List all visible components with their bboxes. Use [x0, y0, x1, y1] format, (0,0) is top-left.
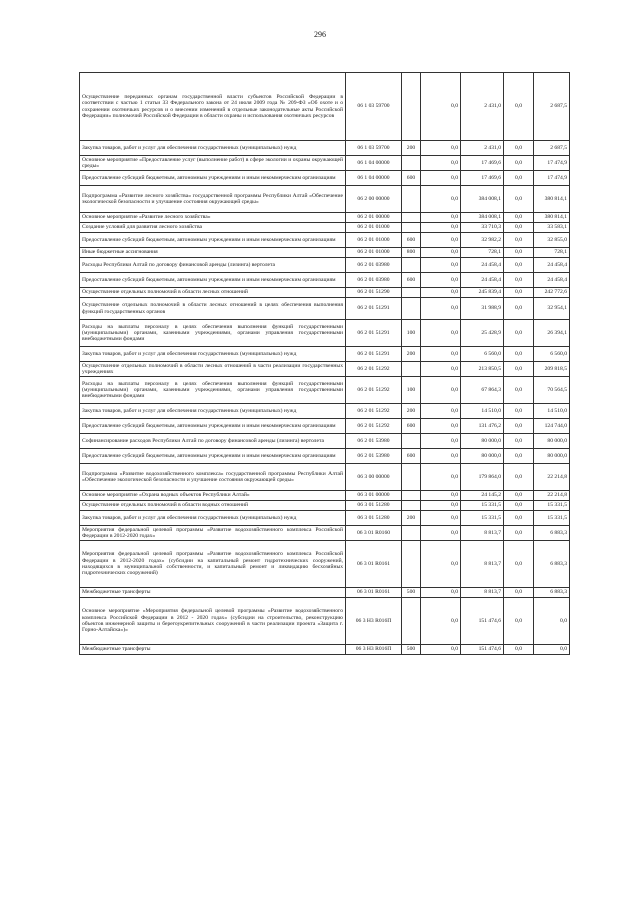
- cell-v2: 14 510,0: [461, 404, 504, 419]
- cell-v1: 0,0: [421, 434, 461, 449]
- cell-v3: 0,0: [504, 298, 534, 320]
- cell-v3: 0,0: [504, 449, 534, 464]
- cell-code: 06 3 01 51280: [346, 501, 402, 511]
- cell-v4: 70 564,5: [534, 377, 570, 404]
- cell-v4: 32 954,1: [534, 298, 570, 320]
- cell-name: Создание условий для развития лесного хозяйства: [80, 223, 346, 233]
- cell-v3: 0,0: [504, 223, 534, 233]
- cell-v1: 0,0: [421, 404, 461, 419]
- cell-code: 06 3 01 R0161: [346, 588, 402, 598]
- cell-name: Расходы Республики Алтай по договору финансовой аренды (лизинга) вертолета: [80, 258, 346, 273]
- cell-name: Основное мероприятие «Охрана водных объектов Республики Алтай»: [80, 491, 346, 501]
- cell-v1: 0,0: [421, 511, 461, 526]
- cell-name: Мероприятия федеральной целевой программы «Развитие водохозяйственного комплекса Российской Федерации в 2012-2020 годах»: [80, 526, 346, 541]
- cell-v4: 80 000,0: [534, 434, 570, 449]
- cell-code: 06 2 01 01000: [346, 223, 402, 233]
- cell-v2: 24 458,4: [461, 273, 504, 288]
- cell-code: 06 1 03 59700: [346, 141, 402, 156]
- cell-name: Расходы на выплаты персоналу в целях обеспечения выполнения функций государственными (муниципальными) органами, казенными учреждениями, органами управления государственными внебюджетными фондами: [80, 377, 346, 404]
- cell-vr: [402, 73, 421, 141]
- table-row: [80, 233, 570, 248]
- cell-name: Расходы на выплаты персоналу в целях обеспечения выполнения функций государственными (муниципальными) органами, казенными учреждениями, органами управления государственными внебюджетными фондами: [80, 320, 346, 347]
- cell-name: Осуществление отдельных полномочий в области лесных отношений: [80, 288, 346, 298]
- cell-v3: 0,0: [504, 288, 534, 298]
- cell-v1: 0,0: [421, 588, 461, 598]
- cell-v1: 0,0: [421, 171, 461, 186]
- cell-vr: 600: [402, 449, 421, 464]
- cell-v1: 0,0: [421, 213, 461, 223]
- cell-v1: 0,0: [421, 541, 461, 588]
- table-row: [80, 501, 570, 511]
- cell-v4: 2 687,5: [534, 73, 570, 141]
- table-row: [80, 645, 570, 655]
- cell-vr: [402, 362, 421, 377]
- cell-v2: 80 000,0: [461, 449, 504, 464]
- cell-vr: 100: [402, 377, 421, 404]
- cell-name: Основное мероприятие «Развитие лесного хозяйства»: [80, 213, 346, 223]
- cell-code: 06 3 01 R0161: [346, 541, 402, 588]
- cell-v4: 22 214,8: [534, 491, 570, 501]
- cell-name: Закупка товаров, работ и услуг для обеспечения государственных (муниципальных) нужд: [80, 347, 346, 362]
- cell-vr: [402, 223, 421, 233]
- cell-v4: 14 510,0: [534, 404, 570, 419]
- cell-v1: 0,0: [421, 501, 461, 511]
- cell-v4: 6 883,3: [534, 526, 570, 541]
- cell-v2: 33 710,3: [461, 223, 504, 233]
- cell-vr: [402, 526, 421, 541]
- cell-name: Осуществление отдельных полномочий в области водных отношений: [80, 501, 346, 511]
- cell-v3: 0,0: [504, 248, 534, 258]
- cell-v4: 0,0: [534, 645, 570, 655]
- cell-vr: 100: [402, 320, 421, 347]
- cell-v1: 0,0: [421, 156, 461, 171]
- table-row: [80, 362, 570, 377]
- cell-v2: 8 813,7: [461, 541, 504, 588]
- cell-v3: 0,0: [504, 362, 534, 377]
- table-row: [80, 248, 570, 258]
- cell-v2: 384 008,1: [461, 186, 504, 213]
- cell-vr: [402, 156, 421, 171]
- cell-v1: 0,0: [421, 248, 461, 258]
- cell-vr: 600: [402, 171, 421, 186]
- cell-v2: 6 560,0: [461, 347, 504, 362]
- cell-code: 06 2 00 00000: [346, 186, 402, 213]
- cell-v1: 0,0: [421, 645, 461, 655]
- cell-code: 06 2 01 53980: [346, 449, 402, 464]
- cell-v1: 0,0: [421, 526, 461, 541]
- cell-v2: 24 145,2: [461, 491, 504, 501]
- cell-code: 06 2 01 51292: [346, 377, 402, 404]
- cell-v4: 242 772,6: [534, 288, 570, 298]
- cell-v1: 0,0: [421, 273, 461, 288]
- cell-vr: [402, 501, 421, 511]
- budget-table-body: [80, 73, 570, 655]
- cell-v4: 6 883,3: [534, 588, 570, 598]
- cell-name: Основное мероприятие «Мероприятия федеральной целевой программы «Развитие водохозяйственного комплекса Российской Федерации в 2012 - 2020 годах» (субсидии на строительство, реконструкцию объектов инженерной защиты и берегоукрепительных сооружений в части реализации проекта «Защита г. Горно-Алтайска»)»: [80, 598, 346, 645]
- cell-v2: 32 982,2: [461, 233, 504, 248]
- cell-v4: 209 818,5: [534, 362, 570, 377]
- cell-vr: [402, 213, 421, 223]
- cell-vr: [402, 434, 421, 449]
- cell-v3: 0,0: [504, 347, 534, 362]
- cell-vr: 500: [402, 588, 421, 598]
- cell-v4: 380 814,1: [534, 186, 570, 213]
- cell-v3: 0,0: [504, 501, 534, 511]
- cell-name: Основное мероприятие «Предоставление услуг (выполнение работ) в сфере экологии и охраны окружающей среды»: [80, 156, 346, 171]
- cell-v3: 0,0: [504, 258, 534, 273]
- cell-name: Межбюджетные трансферты: [80, 645, 346, 655]
- cell-v1: 0,0: [421, 449, 461, 464]
- cell-code: 06 3 01 R0160: [346, 526, 402, 541]
- cell-v2: 179 864,0: [461, 464, 504, 491]
- cell-v1: 0,0: [421, 298, 461, 320]
- cell-vr: 500: [402, 645, 421, 655]
- cell-name: Предоставление субсидий бюджетным, автономным учреждениям и иным некоммерческим организациям: [80, 233, 346, 248]
- cell-v1: 0,0: [421, 464, 461, 491]
- cell-v2: 213 850,5: [461, 362, 504, 377]
- cell-vr: 600: [402, 233, 421, 248]
- cell-name: Закупка товаров, работ и услуг для обеспечения государственных (муниципальных) нужд: [80, 511, 346, 526]
- table-row: [80, 273, 570, 288]
- cell-name: Подпрограмма «Развитие водохозяйственного комплекса» государственной программы Республики Алтай «Обеспечение экологической безопасности и улучшение состояния окружающей среды»: [80, 464, 346, 491]
- cell-vr: [402, 186, 421, 213]
- table-row: [80, 404, 570, 419]
- cell-v3: 0,0: [504, 645, 534, 655]
- cell-name: Предоставление субсидий бюджетным, автономным учреждениям и иным некоммерческим организациям: [80, 273, 346, 288]
- cell-code: 06 2 01 51290: [346, 288, 402, 298]
- cell-vr: 600: [402, 273, 421, 288]
- cell-name: Осуществление переданных органам государственной власти субъектов Российской Федерации в соответствии с частью 1 статьи 33 Федерального закона от 24 июля 2009 года № 209-ФЗ «Об охоте и о сохранении охотничьих ресурсов и о внесении изменений в отдельные законодательные акты Российской Федерации» полномочий Российской Федерации в области охраны и использования охотничьих ресурсов: [80, 73, 346, 141]
- cell-v2: 8 813,7: [461, 588, 504, 598]
- cell-code: 06 3 Н3 R016П: [346, 598, 402, 645]
- cell-v4: 0,0: [534, 598, 570, 645]
- cell-code: 06 2 01 01000: [346, 233, 402, 248]
- cell-v3: 0,0: [504, 156, 534, 171]
- cell-v4: 33 583,1: [534, 223, 570, 233]
- cell-v1: 0,0: [421, 419, 461, 434]
- cell-name: Предоставление субсидий бюджетным, автономным учреждениям и иным некоммерческим организациям: [80, 419, 346, 434]
- cell-v3: 0,0: [504, 273, 534, 288]
- cell-v2: 151 474,6: [461, 598, 504, 645]
- cell-v3: 0,0: [504, 377, 534, 404]
- cell-v1: 0,0: [421, 186, 461, 213]
- cell-v2: 67 864,3: [461, 377, 504, 404]
- cell-v1: 0,0: [421, 377, 461, 404]
- cell-v2: 384 008,1: [461, 213, 504, 223]
- cell-v3: 0,0: [504, 404, 534, 419]
- cell-v3: 0,0: [504, 434, 534, 449]
- cell-code: 06 3 00 00000: [346, 464, 402, 491]
- cell-code: 06 1 04 00000: [346, 156, 402, 171]
- cell-v1: 0,0: [421, 233, 461, 248]
- cell-vr: [402, 298, 421, 320]
- cell-code: 06 2 01 00000: [346, 213, 402, 223]
- table-row: [80, 491, 570, 501]
- table-row: [80, 541, 570, 588]
- cell-v3: 0,0: [504, 511, 534, 526]
- table-row: [80, 213, 570, 223]
- cell-v4: 17 474,9: [534, 156, 570, 171]
- table-row: [80, 464, 570, 491]
- cell-code: 06 1 03 59700: [346, 73, 402, 141]
- cell-code: 06 2 01 51292: [346, 404, 402, 419]
- table-row: [80, 434, 570, 449]
- table-row: [80, 419, 570, 434]
- cell-v3: 0,0: [504, 213, 534, 223]
- cell-v1: 0,0: [421, 491, 461, 501]
- table-row: [80, 511, 570, 526]
- cell-code: 06 3 Н3 R016П: [346, 645, 402, 655]
- cell-v2: 31 988,9: [461, 298, 504, 320]
- cell-code: 06 2 01 51291: [346, 347, 402, 362]
- cell-name: Закупка товаров, работ и услуг для обеспечения государственных (муниципальных) нужд: [80, 141, 346, 156]
- cell-v3: 0,0: [504, 588, 534, 598]
- cell-name: Осуществление отдельных полномочий в области лесных отношений в части реализации государственных учреждениях: [80, 362, 346, 377]
- cell-name: Иные бюджетные ассигнования: [80, 248, 346, 258]
- cell-v3: 0,0: [504, 598, 534, 645]
- cell-name: Предоставление субсидий бюджетным, автономным учреждениям и иным некоммерческим организациям: [80, 171, 346, 186]
- table-row: [80, 320, 570, 347]
- cell-v2: 17 469,6: [461, 156, 504, 171]
- cell-v3: 0,0: [504, 419, 534, 434]
- cell-vr: [402, 464, 421, 491]
- cell-v2: 15 331,5: [461, 511, 504, 526]
- table-row: [80, 298, 570, 320]
- cell-code: 06 3 01 51280: [346, 511, 402, 526]
- cell-v1: 0,0: [421, 362, 461, 377]
- cell-v1: 0,0: [421, 73, 461, 141]
- table-row: [80, 598, 570, 645]
- cell-vr: 200: [402, 347, 421, 362]
- cell-code: 06 2 01 01000: [346, 248, 402, 258]
- table-row: [80, 288, 570, 298]
- cell-code: 06 2 01 53980: [346, 434, 402, 449]
- cell-v3: 0,0: [504, 186, 534, 213]
- cell-name: Осуществление отдельных полномочий в области лесных отношений в целях обеспечения выполнения функций государственных органов: [80, 298, 346, 320]
- cell-name: Закупка товаров, работ и услуг для обеспечения государственных (муниципальных) нужд: [80, 404, 346, 419]
- cell-v3: 0,0: [504, 491, 534, 501]
- cell-code: 06 2 01 03980: [346, 273, 402, 288]
- cell-code: 06 2 01 51292: [346, 362, 402, 377]
- cell-code: 06 1 04 00000: [346, 171, 402, 186]
- cell-v4: 17 474,9: [534, 171, 570, 186]
- cell-name: Межбюджетные трансферты: [80, 588, 346, 598]
- table-row: [80, 449, 570, 464]
- cell-v4: 15 331,5: [534, 501, 570, 511]
- cell-v3: 0,0: [504, 141, 534, 156]
- budget-table: [79, 72, 570, 655]
- cell-vr: 800: [402, 248, 421, 258]
- cell-v3: 0,0: [504, 541, 534, 588]
- cell-vr: 200: [402, 141, 421, 156]
- cell-v2: 728,1: [461, 248, 504, 258]
- table-row: [80, 73, 570, 141]
- cell-v2: 17 469,6: [461, 171, 504, 186]
- cell-v3: 0,0: [504, 464, 534, 491]
- cell-v1: 0,0: [421, 141, 461, 156]
- cell-v4: 2 687,5: [534, 141, 570, 156]
- cell-code: 06 2 01 51291: [346, 298, 402, 320]
- cell-vr: [402, 541, 421, 588]
- table-row: [80, 171, 570, 186]
- cell-name: Софинансирование расходов Республики Алтай по договору финансовой аренды (лизинга) вертолета: [80, 434, 346, 449]
- cell-code: 06 3 01 00000: [346, 491, 402, 501]
- cell-v2: 131 476,2: [461, 419, 504, 434]
- table-row: [80, 526, 570, 541]
- cell-v4: 26 394,1: [534, 320, 570, 347]
- cell-v3: 0,0: [504, 526, 534, 541]
- cell-v1: 0,0: [421, 223, 461, 233]
- cell-vr: 200: [402, 511, 421, 526]
- cell-v2: 25 428,9: [461, 320, 504, 347]
- table-row: [80, 141, 570, 156]
- cell-vr: 600: [402, 419, 421, 434]
- cell-v2: 15 331,5: [461, 501, 504, 511]
- cell-v2: 24 458,4: [461, 258, 504, 273]
- cell-v2: 245 839,4: [461, 288, 504, 298]
- cell-v4: 728,1: [534, 248, 570, 258]
- cell-vr: [402, 598, 421, 645]
- table-row: [80, 258, 570, 273]
- table-row: [80, 347, 570, 362]
- cell-v3: 0,0: [504, 171, 534, 186]
- cell-code: 06 2 01 51291: [346, 320, 402, 347]
- cell-v1: 0,0: [421, 320, 461, 347]
- cell-v4: 22 214,8: [534, 464, 570, 491]
- cell-vr: 200: [402, 404, 421, 419]
- cell-v4: 32 855,0: [534, 233, 570, 248]
- cell-v4: 6 560,0: [534, 347, 570, 362]
- cell-vr: [402, 491, 421, 501]
- cell-name: Подпрограмма «Развитие лесного хозяйства» государственной программы Республики Алтай «Обеспечение экологической безопасности и улучшение состояния окружающей среды»: [80, 186, 346, 213]
- table-row: [80, 156, 570, 171]
- cell-v2: 2 431,0: [461, 73, 504, 141]
- cell-v3: 0,0: [504, 73, 534, 141]
- cell-v1: 0,0: [421, 598, 461, 645]
- page-number: 296: [314, 30, 326, 39]
- cell-v4: 6 883,3: [534, 541, 570, 588]
- cell-v2: 2 431,0: [461, 141, 504, 156]
- cell-v4: 380 814,1: [534, 213, 570, 223]
- cell-code: 06 2 01 03980: [346, 258, 402, 273]
- cell-name: Предоставление субсидий бюджетным, автономным учреждениям и иным некоммерческим организациям: [80, 449, 346, 464]
- cell-v3: 0,0: [504, 320, 534, 347]
- cell-name: Мероприятия федеральной целевой программы «Развитие водохозяйственного комплекса Российской Федерации в 2012-2020 годах» (субсидии на капитальный ремонт гидротехнических сооружений, находящихся в муниципальной собственности, и капитальный ремонт и ликвидацию бесхозяйных гидротехнических сооружений): [80, 541, 346, 588]
- table-row: [80, 588, 570, 598]
- cell-v4: 24 458,4: [534, 258, 570, 273]
- cell-v2: 80 000,0: [461, 434, 504, 449]
- cell-v1: 0,0: [421, 347, 461, 362]
- cell-vr: [402, 288, 421, 298]
- cell-code: 06 2 01 51292: [346, 419, 402, 434]
- table-row: [80, 186, 570, 213]
- table-row: [80, 223, 570, 233]
- table-row: [80, 377, 570, 404]
- cell-v4: 124 744,0: [534, 419, 570, 434]
- cell-vr: [402, 258, 421, 273]
- cell-v1: 0,0: [421, 288, 461, 298]
- cell-v2: 151 474,6: [461, 645, 504, 655]
- cell-v3: 0,0: [504, 233, 534, 248]
- cell-v1: 0,0: [421, 258, 461, 273]
- cell-v2: 8 813,7: [461, 526, 504, 541]
- cell-v4: 15 331,5: [534, 511, 570, 526]
- cell-v4: 80 000,0: [534, 449, 570, 464]
- cell-v4: 24 458,4: [534, 273, 570, 288]
